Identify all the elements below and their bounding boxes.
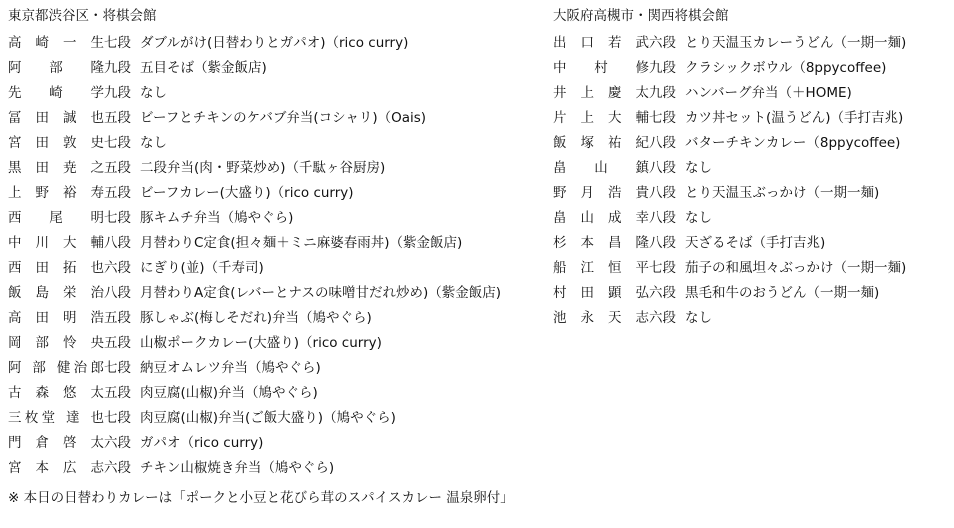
player-rank: 九段 bbox=[104, 60, 131, 76]
player-order-row bbox=[553, 56, 948, 81]
player-order-row bbox=[8, 281, 548, 306]
player-order-row bbox=[553, 156, 948, 181]
player-rank: 五段 bbox=[104, 160, 131, 176]
player-name: 井 上 慶 太 bbox=[553, 85, 649, 101]
lunch-order: 肉豆腐(山椒)弁当（鳩やぐら) bbox=[140, 385, 318, 401]
player-order-row bbox=[8, 306, 548, 331]
player-name: 中 村 修 bbox=[553, 60, 649, 76]
player-rank: 七段 bbox=[649, 110, 676, 126]
player-rank: 八段 bbox=[649, 160, 676, 176]
player-rank: 五段 bbox=[104, 335, 131, 351]
lunch-order: ダブルがけ(日替わりとガパオ)（rico curry) bbox=[140, 35, 409, 51]
player-rank: 五段 bbox=[104, 385, 131, 401]
player-name: 黒 田 尭 之 bbox=[8, 160, 104, 176]
lunch-order: とり天温玉カレーうどん（一期一麺) bbox=[685, 35, 907, 51]
lunch-order: ビーフとチキンのケバブ弁当(コシャリ)（Oais) bbox=[140, 110, 427, 126]
lunch-order: 二段弁当(肉・野菜炒め)（千駄ヶ谷厨房) bbox=[140, 160, 386, 176]
player-rank: 八段 bbox=[649, 210, 676, 226]
player-rank: 六段 bbox=[104, 435, 131, 451]
player-rank: 八段 bbox=[104, 285, 131, 301]
player-name: 飯 塚 祐 紀 bbox=[553, 135, 649, 151]
player-name: 野 月 浩 貴 bbox=[553, 185, 649, 201]
lunch-order: なし bbox=[140, 135, 167, 151]
player-order-row bbox=[8, 381, 548, 406]
player-order-row bbox=[8, 156, 548, 181]
lunch-order: チキン山椒焼き弁当（鳩やぐら) bbox=[140, 460, 335, 476]
player-name: 先 崎 学 bbox=[8, 85, 104, 101]
osaka-column bbox=[553, 6, 948, 331]
lunch-order: とり天温玉ぶっかけ（一期一麺) bbox=[685, 185, 880, 201]
player-rank: 六段 bbox=[649, 35, 676, 51]
player-name: 阿 部 健治郎 bbox=[8, 360, 104, 376]
osaka-order-list bbox=[553, 31, 948, 331]
player-name: 飯 島 栄 治 bbox=[8, 285, 104, 301]
lunch-order: 納豆オムレツ弁当（鳩やぐら) bbox=[140, 360, 321, 376]
player-order-row bbox=[8, 56, 548, 81]
player-order-row bbox=[8, 406, 548, 431]
player-name: 村 田 顕 弘 bbox=[553, 285, 649, 301]
lunch-order: 肉豆腐(山椒)弁当(ご飯大盛り)（鳩やぐら) bbox=[140, 410, 396, 426]
daily-curry-note: ※ 本日の日替わりカレーは「ポークと小豆と花びら茸のスパイスカレー 温泉卵付」 bbox=[8, 490, 514, 506]
player-name: 船 江 恒 平 bbox=[553, 260, 649, 276]
player-rank: 七段 bbox=[104, 360, 131, 376]
player-order-row bbox=[8, 81, 548, 106]
player-order-row bbox=[8, 31, 548, 56]
lunch-order: 天ざるそば（手打吉兆) bbox=[685, 235, 826, 251]
player-order-row bbox=[553, 206, 948, 231]
lunch-order: なし bbox=[685, 210, 712, 226]
player-order-row bbox=[8, 331, 548, 356]
player-order-row bbox=[553, 181, 948, 206]
tokyo-column bbox=[8, 6, 548, 481]
player-order-row bbox=[553, 31, 948, 56]
player-order-row bbox=[553, 131, 948, 156]
player-name: 岡 部 怜 央 bbox=[8, 335, 104, 351]
player-name: 冨 田 誠 也 bbox=[8, 110, 104, 126]
player-name: 宮 本 広 志 bbox=[8, 460, 104, 476]
player-rank: 八段 bbox=[649, 235, 676, 251]
lunch-order: にぎり(並)（千寿司) bbox=[140, 260, 264, 276]
lunch-order: なし bbox=[140, 85, 167, 101]
player-rank: 九段 bbox=[104, 85, 131, 101]
player-rank: 六段 bbox=[104, 460, 131, 476]
player-order-row bbox=[8, 431, 548, 456]
player-name: 杉 本 昌 隆 bbox=[553, 235, 649, 251]
player-rank: 七段 bbox=[104, 410, 131, 426]
player-order-row bbox=[553, 81, 948, 106]
lunch-order: 月替わりC定食(担々麺＋ミニ麻婆春雨丼)（紫金飯店) bbox=[140, 235, 463, 251]
player-order-row bbox=[8, 106, 548, 131]
lunch-order: ビーフカレー(大盛り)（rico curry) bbox=[140, 185, 354, 201]
lunch-order: 豚キムチ弁当（鳩やぐら) bbox=[140, 210, 294, 226]
player-name: 出 口 若 武 bbox=[553, 35, 649, 51]
player-order-row bbox=[8, 231, 548, 256]
player-name: 片 上 大 輔 bbox=[553, 110, 649, 126]
lunch-order: ガパオ（rico curry) bbox=[140, 435, 264, 451]
lunch-order: バターチキンカレー（8ppycoffee) bbox=[685, 135, 901, 151]
player-rank: 五段 bbox=[104, 185, 131, 201]
lunch-order: 豚しゃぶ(梅しそだれ)弁当（鳩やぐら) bbox=[140, 310, 372, 326]
player-name: 畠 山 成 幸 bbox=[553, 210, 649, 226]
player-rank: 七段 bbox=[104, 210, 131, 226]
tokyo-venue-heading: 東京都渋谷区・将棋会館 bbox=[8, 8, 157, 24]
player-order-row bbox=[553, 306, 948, 331]
player-name: 池 永 天 志 bbox=[553, 310, 649, 326]
tokyo-order-list bbox=[8, 31, 548, 481]
player-order-row bbox=[8, 131, 548, 156]
player-rank: 九段 bbox=[649, 60, 676, 76]
player-name: 畠 山 鎮 bbox=[553, 160, 649, 176]
player-rank: 八段 bbox=[649, 185, 676, 201]
player-order-row bbox=[8, 256, 548, 281]
player-name: 門 倉 啓 太 bbox=[8, 435, 104, 451]
player-order-row bbox=[8, 356, 548, 381]
player-name: 中 川 大 輔 bbox=[8, 235, 104, 251]
player-rank: 七段 bbox=[649, 260, 676, 276]
player-name: 西 田 拓 也 bbox=[8, 260, 104, 276]
player-rank: 六段 bbox=[649, 310, 676, 326]
player-name: 三枚堂 達 也 bbox=[8, 410, 104, 426]
player-name: 古 森 悠 太 bbox=[8, 385, 104, 401]
player-rank: 八段 bbox=[649, 135, 676, 151]
lunch-order: カツ丼セット(温うどん)（手打吉兆) bbox=[685, 110, 904, 126]
lunch-order: ハンバーグ弁当（＋HOME) bbox=[685, 85, 852, 101]
player-rank: 五段 bbox=[104, 110, 131, 126]
player-rank: 九段 bbox=[649, 85, 676, 101]
player-order-row bbox=[553, 256, 948, 281]
player-rank: 五段 bbox=[104, 310, 131, 326]
player-order-row bbox=[8, 456, 548, 481]
player-name: 西 尾 明 bbox=[8, 210, 104, 226]
lunch-order: なし bbox=[685, 160, 712, 176]
player-name: 上 野 裕 寿 bbox=[8, 185, 104, 201]
lunch-order: クラシックボウル（8ppycoffee) bbox=[685, 60, 887, 76]
lunch-order: 山椒ポークカレー(大盛り)（rico curry) bbox=[140, 335, 382, 351]
player-order-row bbox=[8, 181, 548, 206]
player-name: 阿 部 隆 bbox=[8, 60, 104, 76]
lunch-order: 黒毛和牛のおうどん（一期一麺) bbox=[685, 285, 880, 301]
player-rank: 六段 bbox=[104, 260, 131, 276]
player-order-row bbox=[8, 206, 548, 231]
player-name: 高 崎 一 生 bbox=[8, 35, 104, 51]
osaka-venue-heading: 大阪府高槻市・関西将棋会館 bbox=[553, 8, 729, 24]
lunch-order: 茄子の和風坦々ぶっかけ（一期一麺) bbox=[685, 260, 907, 276]
player-rank: 六段 bbox=[649, 285, 676, 301]
player-rank: 七段 bbox=[104, 35, 131, 51]
player-name: 高 田 明 浩 bbox=[8, 310, 104, 326]
player-name: 宮 田 敦 史 bbox=[8, 135, 104, 151]
lunch-order: 月替わりA定食(レバーとナスの味噌甘だれ炒め)（紫金飯店) bbox=[140, 285, 502, 301]
player-rank: 七段 bbox=[104, 135, 131, 151]
player-order-row bbox=[553, 281, 948, 306]
player-rank: 八段 bbox=[104, 235, 131, 251]
player-order-row bbox=[553, 106, 948, 131]
lunch-order: 五目そば（紫金飯店) bbox=[140, 60, 267, 76]
player-order-row bbox=[553, 231, 948, 256]
lunch-order: なし bbox=[685, 310, 712, 326]
